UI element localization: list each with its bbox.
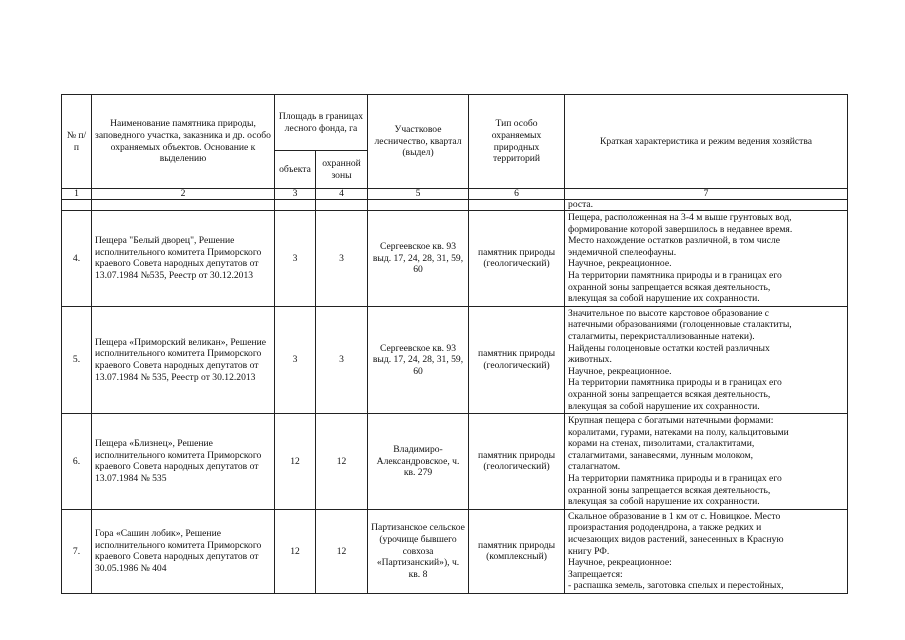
- description-line: влекущая за собой нарушение их сохранности.: [568, 293, 760, 305]
- header-description: Краткая характеристика и режим ведения хозяйства: [565, 95, 848, 189]
- row-name: Гора «Сашин лобик», Решение исполнительного комитета Приморского краевого Совета народных депутатов от 30.05.1986 № 404: [92, 509, 275, 593]
- header-type: Тип особо охраняемых природных территорий: [469, 95, 565, 189]
- row-type: памятник природы (геологический): [469, 306, 565, 413]
- table-row: [62, 211, 848, 307]
- row-area-object: 3: [275, 306, 316, 413]
- row-forestry: Сергеевское кв. 93 выд. 17, 24, 28, 31, 59, 60: [368, 211, 469, 307]
- row-type: памятник природы (геологический): [469, 211, 565, 307]
- column-number: 6: [469, 189, 565, 200]
- description-line: сталагмиты, перекристаллизованные натеки).: [568, 330, 755, 342]
- header-area-zone: охранной зоны: [316, 151, 368, 189]
- table-row: [62, 306, 848, 413]
- row-num: 4.: [62, 211, 92, 307]
- continuation-row: [62, 200, 848, 211]
- column-number: 1: [62, 189, 92, 200]
- description-line: На территории памятника природы и в границах его: [568, 377, 782, 389]
- continuation-text: роста.: [565, 200, 848, 211]
- header-name: Наименование памятника природы, заповедного участка, заказника и др. особо охраняемых объектов. Основание к выделению: [92, 95, 275, 189]
- description-line: Скальное образование в 1 км от с. Новицкое. Место: [568, 510, 781, 522]
- row-description: [565, 414, 848, 510]
- description-line: влекущая за собой нарушение их сохранности.: [568, 400, 760, 412]
- row-num: 6.: [62, 414, 92, 510]
- table-row: [62, 509, 848, 593]
- row-area-zone: 3: [316, 211, 368, 307]
- description-line: охранной зоны запрещается всякая деятельность,: [568, 281, 771, 293]
- header-num: № п/п: [62, 95, 92, 189]
- row-area-object: 12: [275, 414, 316, 510]
- description-line: Научное, рекреационное.: [568, 365, 672, 377]
- description-line: влекущая за собой нарушение их сохранности.: [568, 496, 760, 508]
- row-forestry: Партизанское сельское (урочище бывшего совхоза «Партизанский»), ч. кв. 8: [368, 509, 469, 593]
- row-name: Пещера «Приморский великан», Решение исполнительного комитета Приморского краевого Совета народных депутатов от 13.07.1984 № 535, Реестр от 30.12.2013: [92, 306, 275, 413]
- column-number: 5: [368, 189, 469, 200]
- description-line: - распашка земель, заготовка спелых и перестойных,: [568, 580, 784, 592]
- description-line: книгу РФ.: [568, 545, 610, 557]
- column-number: 2: [92, 189, 275, 200]
- row-description: [565, 211, 848, 307]
- description-line: охранной зоны запрещается всякая деятельность,: [568, 388, 771, 400]
- column-number: 3: [275, 189, 316, 200]
- description-line: Место нахождение остатков различной, в том числе: [568, 235, 781, 247]
- description-line: животных.: [568, 354, 612, 366]
- description-line: На территории памятника природы и в границах его: [568, 269, 782, 281]
- row-description: [565, 306, 848, 413]
- column-number: 4: [316, 189, 368, 200]
- description-line: натечными образованиями (голоценновые сталактиты,: [568, 319, 792, 331]
- description-line: Научное, рекреационное.: [568, 258, 672, 270]
- row-name: Пещера «Близнец», Решение исполнительного комитета Приморского краевого Совета народных депутатов от 13.07.1984 № 535: [92, 414, 275, 510]
- row-area-object: 12: [275, 509, 316, 593]
- row-num: 5.: [62, 306, 92, 413]
- row-type: памятник природы (геологический): [469, 414, 565, 510]
- row-area-zone: 3: [316, 306, 368, 413]
- row-area-zone: 12: [316, 509, 368, 593]
- description-line: Запрещается:: [568, 568, 623, 580]
- row-description: [565, 509, 848, 593]
- row-forestry: Сергеевское кв. 93 выд. 17, 24, 28, 31, 59, 60: [368, 306, 469, 413]
- description-line: Крупная пещера с богатыми натечными формами:: [568, 415, 774, 427]
- description-line: эндемичной спелеофауны.: [568, 246, 677, 258]
- description-line: корами на стенах, пизолитами, сталактитами,: [568, 438, 755, 450]
- column-number-row: [62, 189, 848, 200]
- column-number: 7: [565, 189, 848, 200]
- header-area-group: Площадь в границах лесного фонда, га: [275, 95, 368, 151]
- description-line: На территории памятника природы и в границах его: [568, 473, 782, 485]
- row-area-zone: 12: [316, 414, 368, 510]
- row-area-object: 3: [275, 211, 316, 307]
- description-line: Значительное по высоте карстовое образование с: [568, 307, 770, 319]
- description-line: произрастания рододендрона, а также редких и: [568, 522, 762, 534]
- protected-areas-table: [61, 94, 848, 594]
- row-name: Пещера "Белый дворец", Решение исполнительного комитета Приморского краевого Совета народных депутатов от 13.07.1984 №535, Реестр от 30.12.2013: [92, 211, 275, 307]
- table-header: [62, 95, 848, 200]
- row-type: памятник природы (комплексный): [469, 509, 565, 593]
- table-row: [62, 414, 848, 510]
- description-line: Найдены голоценовые остатки костей различных: [568, 342, 770, 354]
- description-line: коралитами, гурами, натеками на полу, кальцитовыми: [568, 426, 789, 438]
- description-line: сталагнатом.: [568, 461, 621, 473]
- description-line: сталагмитами, занавесями, лунным молоком,: [568, 449, 753, 461]
- description-line: формирование которой завершилось в недавнее время.: [568, 223, 793, 235]
- description-line: исчезающих видов растений, занесенных в Красную: [568, 534, 784, 546]
- row-num: 7.: [62, 509, 92, 593]
- header-forestry: Участковое лесничество, квартал (выдел): [368, 95, 469, 189]
- header-area-object: объекта: [275, 151, 316, 189]
- description-line: Пещера, расположенная на 3-4 м выше грунтовых вод,: [568, 212, 792, 223]
- description-line: охранной зоны запрещается всякая деятельность,: [568, 484, 771, 496]
- row-forestry: Владимиро-Александровское, ч. кв. 279: [368, 414, 469, 510]
- table-body: [62, 200, 848, 594]
- description-line: Научное, рекреационное:: [568, 557, 672, 569]
